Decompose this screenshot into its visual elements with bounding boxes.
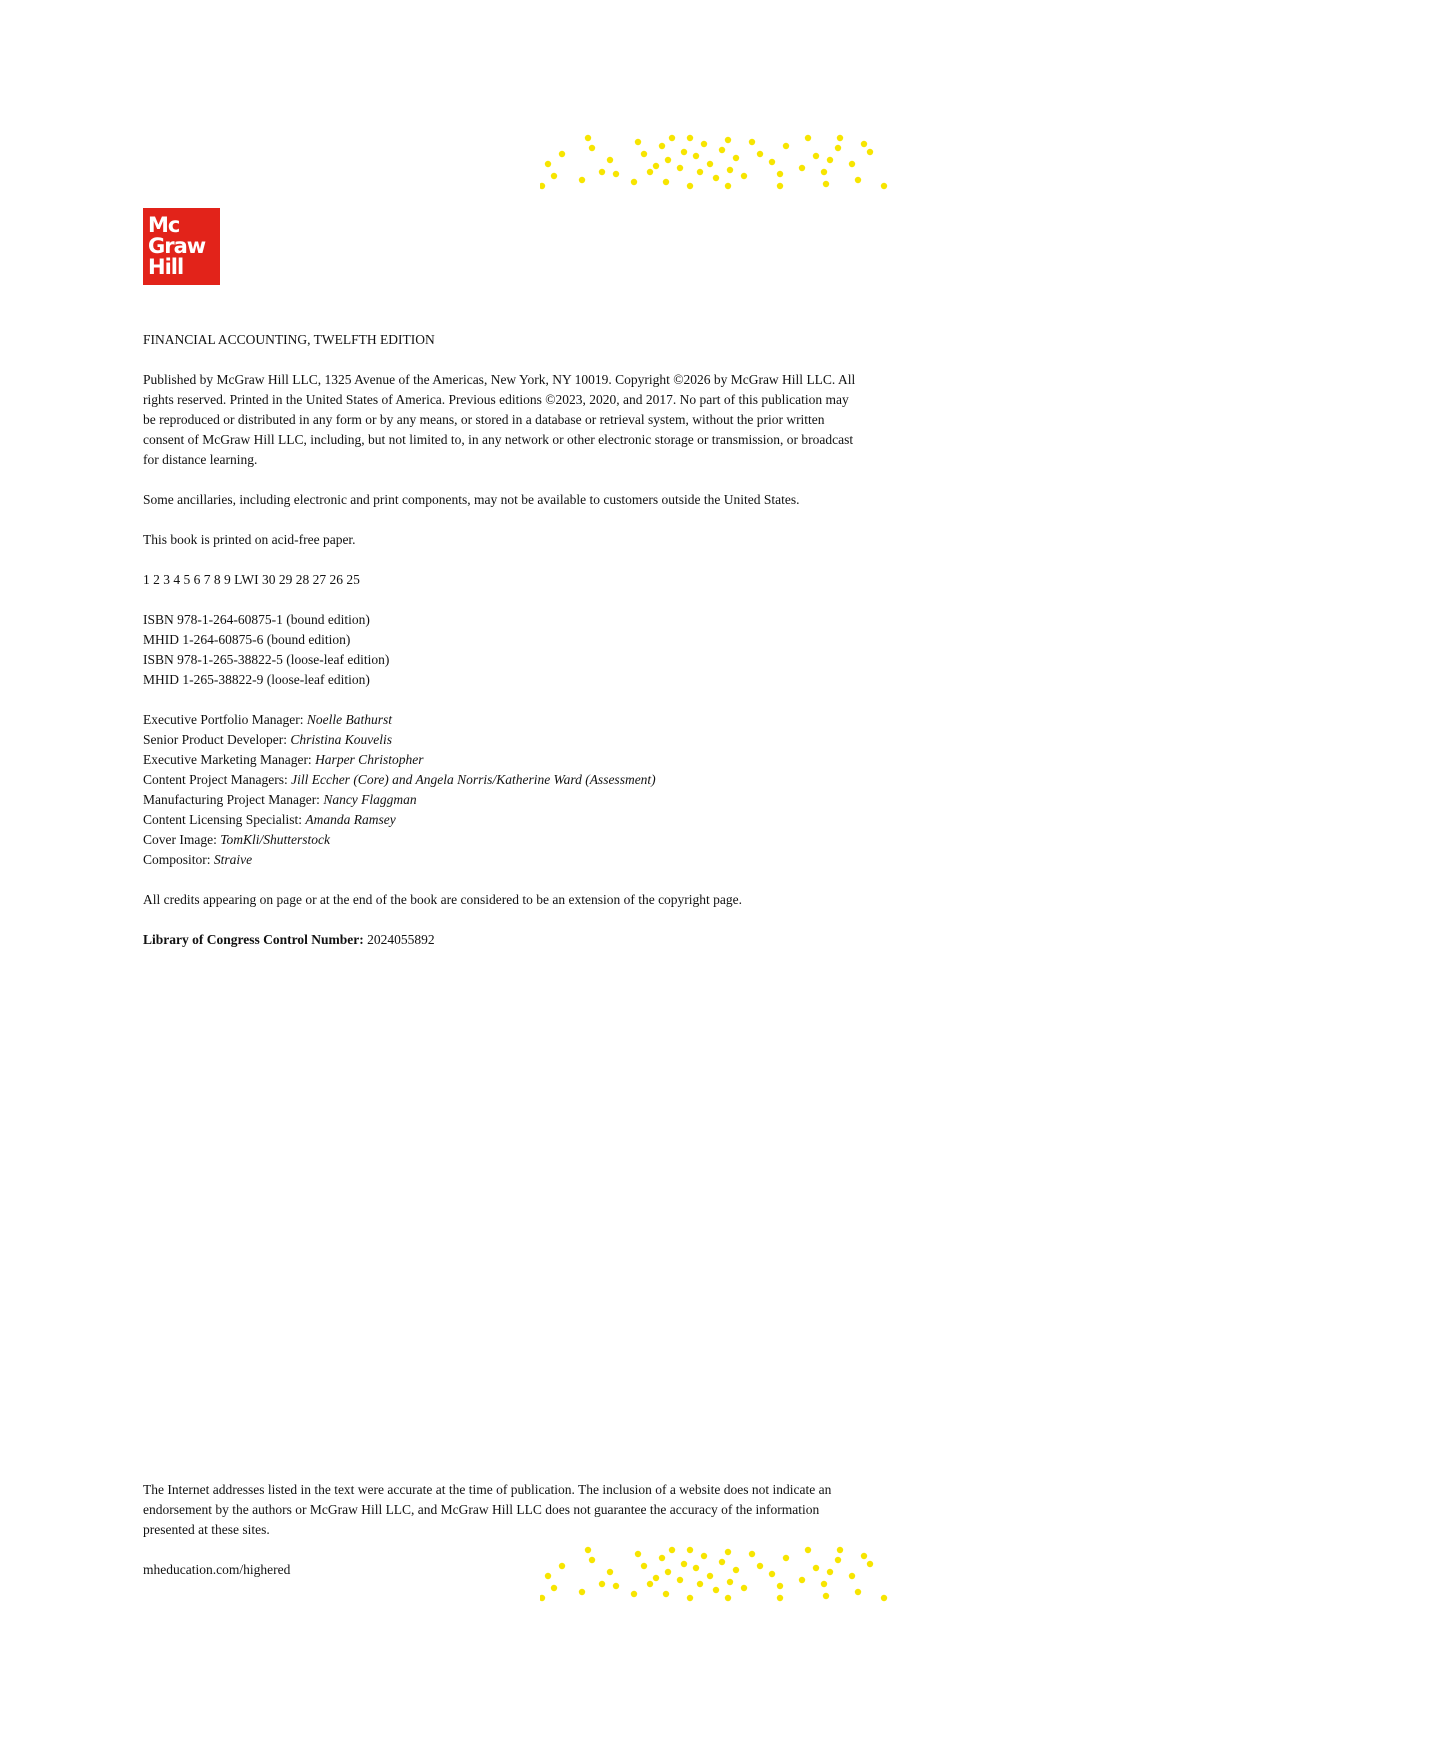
credit-name: Jill Eccher (Core) and Angela Norris/Katherine Ward (Assessment) <box>291 772 656 787</box>
credit-line <box>143 750 863 770</box>
isbn-block <box>143 610 863 690</box>
credit-line <box>143 770 863 790</box>
credit-name: Amanda Ramsey <box>305 812 396 827</box>
isbn-line: ISBN 978-1-265-38822-5 (loose-leaf edition) <box>143 652 390 667</box>
acid-free-note: This book is printed on acid-free paper. <box>143 532 356 547</box>
decorative-dot-pattern-top <box>540 122 892 198</box>
credit-line <box>143 850 863 870</box>
print-line: 1 2 3 4 5 6 7 8 9 LWI 30 29 28 27 26 25 <box>143 572 360 587</box>
credit-line <box>143 790 863 810</box>
credit-name: Noelle Bathurst <box>306 712 392 727</box>
credit-label: Content Licensing Specialist: <box>143 812 306 827</box>
credit-name: Christina Kouvelis <box>290 732 392 747</box>
credit-label: Content Project Managers: <box>143 772 292 787</box>
credit-label: Executive Portfolio Manager: <box>143 712 307 727</box>
ancillaries-note: Some ancillaries, including electronic and print components, may not be available to customers outside the United States. <box>143 492 800 507</box>
credit-name: Harper Christopher <box>315 752 424 767</box>
loc-number <box>143 930 863 950</box>
isbn-line: MHID 1-265-38822-9 (loose-leaf edition) <box>143 672 370 687</box>
credit-line <box>143 730 863 750</box>
credit-name: TomKli/Shutterstock <box>220 832 330 847</box>
loc-label: Library of Congress Control Number: <box>143 932 368 947</box>
book-title: FINANCIAL ACCOUNTING, TWELFTH EDITION <box>143 332 435 347</box>
isbn-line: MHID 1-264-60875-6 (bound edition) <box>143 632 351 647</box>
credit-label: Compositor: <box>143 852 214 867</box>
website-url: mheducation.com/highered <box>143 1562 291 1577</box>
loc-value: 2024055892 <box>367 932 435 947</box>
credit-label: Senior Product Developer: <box>143 732 291 747</box>
credit-label: Manufacturing Project Manager: <box>143 792 324 807</box>
credit-name: Straive <box>213 852 253 867</box>
internet-note: The Internet addresses listed in the text were accurate at the time of publication. The inclusion of a website does not indicate an endorsement by the authors or McGraw Hill LLC, and McGraw Hill LLC does not guarantee the accuracy of the information presented at these sites. <box>143 1482 832 1537</box>
credit-line <box>143 810 863 830</box>
copyright-content <box>143 330 863 970</box>
credits-block <box>143 710 863 870</box>
credit-label: Cover Image: <box>143 832 221 847</box>
credit-line <box>143 830 863 850</box>
credit-label: Executive Marketing Manager: <box>143 752 316 767</box>
mcgraw-hill-logo: Mc Graw Hill <box>143 208 220 285</box>
publisher-statement: Published by McGraw Hill LLC, 1325 Avenue of the Americas, New York, NY 10019. Copyright ©2026 by McGraw Hill LLC. All rights reserved. Printed in the United States of America. Previous editions ©2023, 2020, and 2017. No part of this publication may be reproduced or distributed in any form or by any means, or stored in a database or retrieval system, without the prior written consent of McGraw Hill LLC, including, but not limited to, in any network or other electronic storage or transmission, or broadcast for distance learning. <box>143 372 856 467</box>
credit-name: Nancy Flaggman <box>323 792 417 807</box>
credits-note: All credits appearing on page or at the end of the book are considered to be an extension of the copyright page. <box>143 892 743 907</box>
isbn-line: ISBN 978-1-264-60875-1 (bound edition) <box>143 612 370 627</box>
credit-line <box>143 710 863 730</box>
decorative-dot-pattern-bottom <box>540 1534 892 1610</box>
